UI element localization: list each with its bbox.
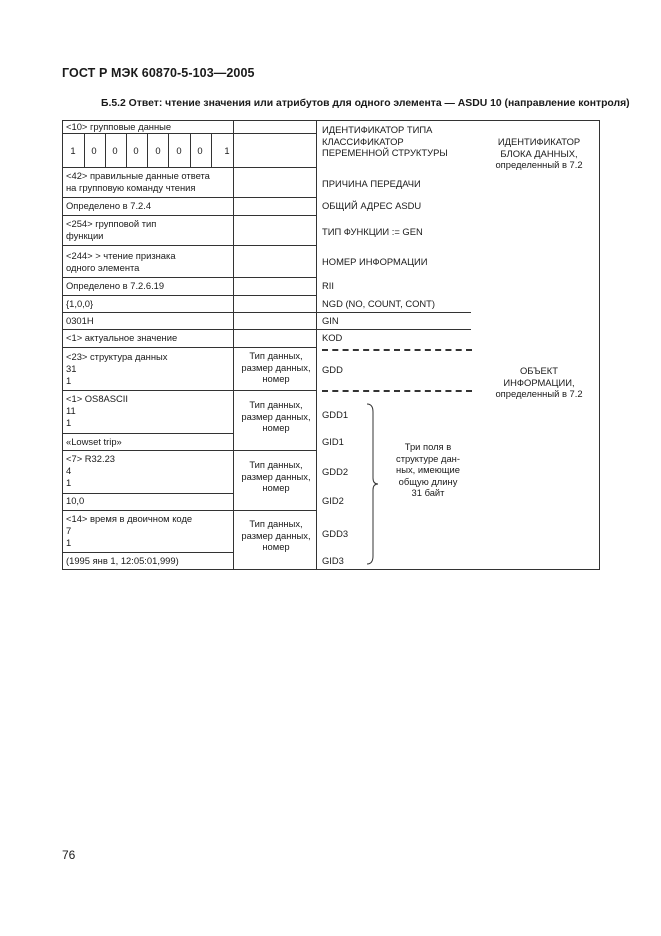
reply-data-line-1: <42> правильные данные ответа xyxy=(66,170,210,181)
bit-7: 0 xyxy=(197,145,203,156)
gid1-label: GID1 xyxy=(322,436,344,447)
type-size-number-2: Тип данных, размер данных, номер xyxy=(241,399,311,433)
lowset-trip-value: «Lowset trip» xyxy=(66,436,122,447)
type-size-number-4: Тип данных, размер данных, номер xyxy=(241,518,311,552)
info-number-label: НОМЕР ИНФОРМАЦИИ xyxy=(322,256,428,267)
os8ascii-line-1: <1> OS8ASCII xyxy=(66,393,129,404)
r3223-line-1: <7> R32.23 xyxy=(66,453,115,464)
common-address-label: ОБЩИЙ АДРЕС ASDU xyxy=(322,200,422,211)
table-caption: Б.5.2 Ответ: чтение значения или атрибутов для одного элемента — ASDU 10 (направление контроля) xyxy=(101,98,630,109)
gdd1-label: GDD1 xyxy=(322,409,349,420)
bit-3: 0 xyxy=(112,145,118,156)
data-structure-line-2: 31 xyxy=(66,363,77,374)
three-fields-note: Три поля в структуре дан- ных, имеющие общую длину 31 байт xyxy=(396,441,460,498)
kod-label: KOD xyxy=(322,332,343,343)
float-value: 10,0 xyxy=(66,495,85,506)
gdd-label: GDD xyxy=(322,364,343,375)
function-type-label: ТИП ФУНКЦИИ := GEN xyxy=(322,226,423,237)
dashed-separator-2 xyxy=(322,390,472,392)
gin-label: GIN xyxy=(322,315,339,326)
bit-2: 0 xyxy=(91,145,97,156)
ngd-value: {1,0,0} xyxy=(66,298,94,309)
read-attribute-line-1: <244> > чтение признака xyxy=(66,250,176,261)
bit-1: 1 xyxy=(70,145,76,156)
os8ascii-line-3: 1 xyxy=(66,417,72,428)
gdd3-label: GDD3 xyxy=(322,528,349,539)
gdd2-label: GDD2 xyxy=(322,466,349,477)
defined-72619: Определено в 7.2.6.19 xyxy=(66,280,165,291)
cot-label: ПРИЧИНА ПЕРЕДАЧИ xyxy=(322,178,421,189)
page-number: 76 xyxy=(62,848,76,862)
bit-6: 0 xyxy=(176,145,182,156)
r3223-line-3: 1 xyxy=(66,477,72,488)
type-size-number-1: Тип данных, размер данных, номер xyxy=(241,350,311,384)
gin-value: 0301H xyxy=(66,315,94,326)
os8ascii-line-2: 11 xyxy=(66,405,76,416)
info-object-label: ОБЪЕКТ ИНФОРМАЦИИ, определенный в 7.2 xyxy=(495,365,583,399)
bit-8: 1 xyxy=(224,145,230,156)
rii-label: RII xyxy=(322,280,334,291)
type-size-number-3: Тип данных, размер данных, номер xyxy=(241,459,311,493)
reply-data-line-2: на групповую команду чтения xyxy=(66,182,196,193)
read-attribute-line-2: одного элемента xyxy=(66,262,140,273)
ngd-label: NGD (NO, COUNT, CONT) xyxy=(322,298,436,309)
gid2-label: GID2 xyxy=(322,495,344,506)
function-type-line-1: <254> групповой тип xyxy=(66,218,157,229)
group-data-label: <10> групповые данные xyxy=(66,121,172,132)
type-id-label: ИДЕНТИФИКАТОР ТИПА КЛАССИФИКАТОР ПЕРЕМЕННОЙ СТРУКТУРЫ xyxy=(322,124,448,158)
document-header: ГОСТ Р МЭК 60870-5-103—2005 xyxy=(62,66,255,80)
dashed-separator-1 xyxy=(322,349,472,351)
data-structure-line-1: <23> структура данных xyxy=(66,351,168,362)
bit-5: 0 xyxy=(155,145,161,156)
binary-time-line-1: <14> время в двоичном коде xyxy=(66,513,193,524)
binary-time-line-2: 7 xyxy=(66,525,72,536)
function-type-line-2: функции xyxy=(66,230,104,241)
defined-724: Определено в 7.2.4 xyxy=(66,200,152,211)
bit-4: 0 xyxy=(133,145,139,156)
gid3-label: GID3 xyxy=(322,555,344,566)
data-structure-line-3: 1 xyxy=(66,375,72,386)
kod-value: <1> актуальное значение xyxy=(66,332,178,343)
block-id-label: ИДЕНТИФИКАТОР БЛОКА ДАННЫХ, определенный в 7.2 xyxy=(495,136,583,170)
timestamp-value: (1995 янв 1, 12:05:01,999) xyxy=(66,555,179,566)
binary-time-line-3: 1 xyxy=(66,537,72,548)
r3223-line-2: 4 xyxy=(66,465,72,476)
